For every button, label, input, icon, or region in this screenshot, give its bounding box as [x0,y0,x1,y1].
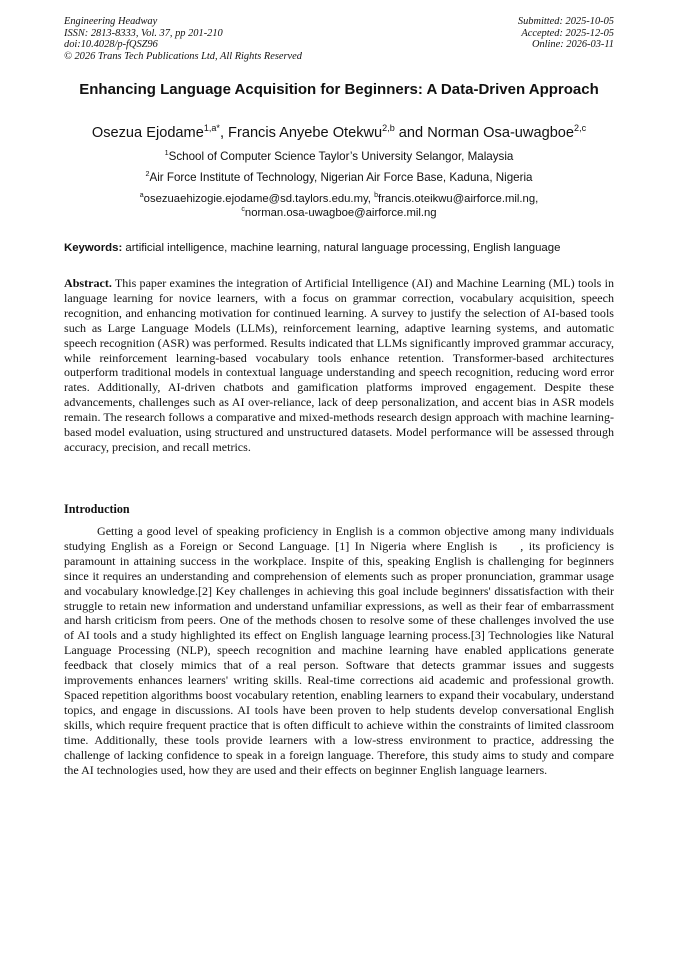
introduction-paragraph: Getting a good level of speaking proficiency in English is a common objective among many individuals studying English as a Foreign or Second Language. [1] In Nigeria where English is , its proficiency is paramount in attaining success in the workplace. Inspite of this, speaking English is challenging for beginners since it requires an understanding and comprehension of elements such as proper pronunciation, grammar usage and vocabulary knowledge.[2] Key challenges in achieving this goal include beginners' dissatisfaction with their struggle to retain new information and understand unfamiliar expressions, as well as their fear of embarrassment and harsh criticism from peers. One of the methods chosen to resolve some of these challenges involved the use of AI tools and a study highlighted its effect on English language learning process.[3] Technologies like Natural Language Processing (NLP), speech recognition and machine learning have enabled applications generate feedback that closely mimics that of a real person. Software that detects grammar issues and suggests improvements enhances learners' writing skills. Real-time corrections aid academic and professional growth. Spaced repetition algorithms boost vocabulary retention, enabling learners to expand their vocabulary, understand topics, and engage in discussions. AI tools have been proven to help students develop conversational English skills, which require frequent practice that is often difficult to achieve within the constraints of limited classroom time. Additionally, these tools provide learners with a low-stress environment to practice, addressing the challenge of lacking confidence to speak in a foreign language. Therefore, this study aims to study and compare the AI technologies used, how they are used and their effects on beginner English language learners. [64,524,614,777]
affiliation-2 [64,171,614,185]
email-mark: c [241,205,245,213]
email-b[interactable]: francis.oteikwu@airforce.mil.ng, [377,193,539,205]
email-c[interactable]: norman.osa-uwagboe@airforce.mil.ng [244,206,437,219]
author-name: Francis Anyebe Otekwu [228,125,383,141]
email-mark: b [374,192,378,200]
affiliation-text: Air Force Institute of Technology, Nigerian Air Force Base, Kaduna, Nigeria [149,171,533,184]
journal-issn: ISSN: 2813-8333, Vol. 37, pp 201-210 [64,27,223,39]
submitted-date: Submitted: 2025-10-05 [517,16,614,27]
affiliation-mark: 1 [164,148,169,158]
author-name: Osezua Ejodame [91,125,204,141]
affiliation-mark: 2 [145,169,150,179]
author-affiliation-mark: 2,b [382,123,395,134]
email-line [64,193,614,207]
author-separator: and [394,125,428,141]
author-affiliation-mark: 2,c [574,123,587,134]
publication-dates [518,16,614,51]
keywords [64,241,624,255]
email-line [64,207,614,221]
author-list [40,124,638,142]
abstract-text: This paper examines the integration of Artificial Intelligence (AI) and Machine Learning (ML) tools in language learning for novice learners, with a focus on grammar correction, vocabulary acquisition, speech recognition, and enhancing motivation for continued learning. A survey to justify the selection of AI-based tools such as Large Language Models (LLMs), reinforcement learning, adaptive learning systems, and automatic speech recognition (ASR) was performed. Results indicated that LLMs significantly improved grammar accuracy, while reinforcement learning-based vocabulary tools enhance retention. Transformer-based architectures outperform traditional models in contextual language understanding and speech recognition, reducing word error rates. Additionally, AI-driven chatbots and gamification platforms improved engagement. Despite these advancements, challenges such as AI over-reliance, lack of deep personalization, and accent bias in ASR models remain. The research follows a comparative and mixed-methods research design approach with machine learning-based model evaluation, using structured and unstructured datasets. Model performance will be assessed through accuracy, precision, and recall metrics. [64,276,614,454]
email-mark: a [139,192,144,200]
author-affiliation-mark: 1,a* [203,123,220,134]
accepted-date: Accepted: 2025-12-05 [521,27,614,39]
author-name: Norman Osa-uwagboe [427,125,575,141]
affiliation-1 [64,150,614,164]
journal-copyright: © 2026 Trans Tech Publications Ltd, All Rights Reserved [64,50,302,62]
journal-name: Engineering Headway [64,16,158,27]
journal-info [64,16,302,62]
keywords-label: Keywords: [64,242,123,254]
abstract [64,276,614,455]
author-separator: , [219,125,229,141]
journal-doi[interactable]: doi:10.4028/p-fQSZ96 [64,39,158,51]
online-date: Online: 2026-03-11 [531,39,614,51]
introduction-heading: Introduction [64,502,130,516]
author-emails [64,193,614,220]
abstract-label: Abstract. [64,276,112,290]
email-a[interactable]: osezuaehizogie.ejodame@sd.taylors.edu.my, [143,193,375,205]
paper-title: Enhancing Language Acquisition for Beginners: A Data-Driven Approach [79,81,599,98]
affiliation-text: School of Computer Science Taylor’s University Selangor, Malaysia [168,150,514,163]
keywords-text: artificial intelligence, machine learning, natural language processing, English language [122,242,561,254]
